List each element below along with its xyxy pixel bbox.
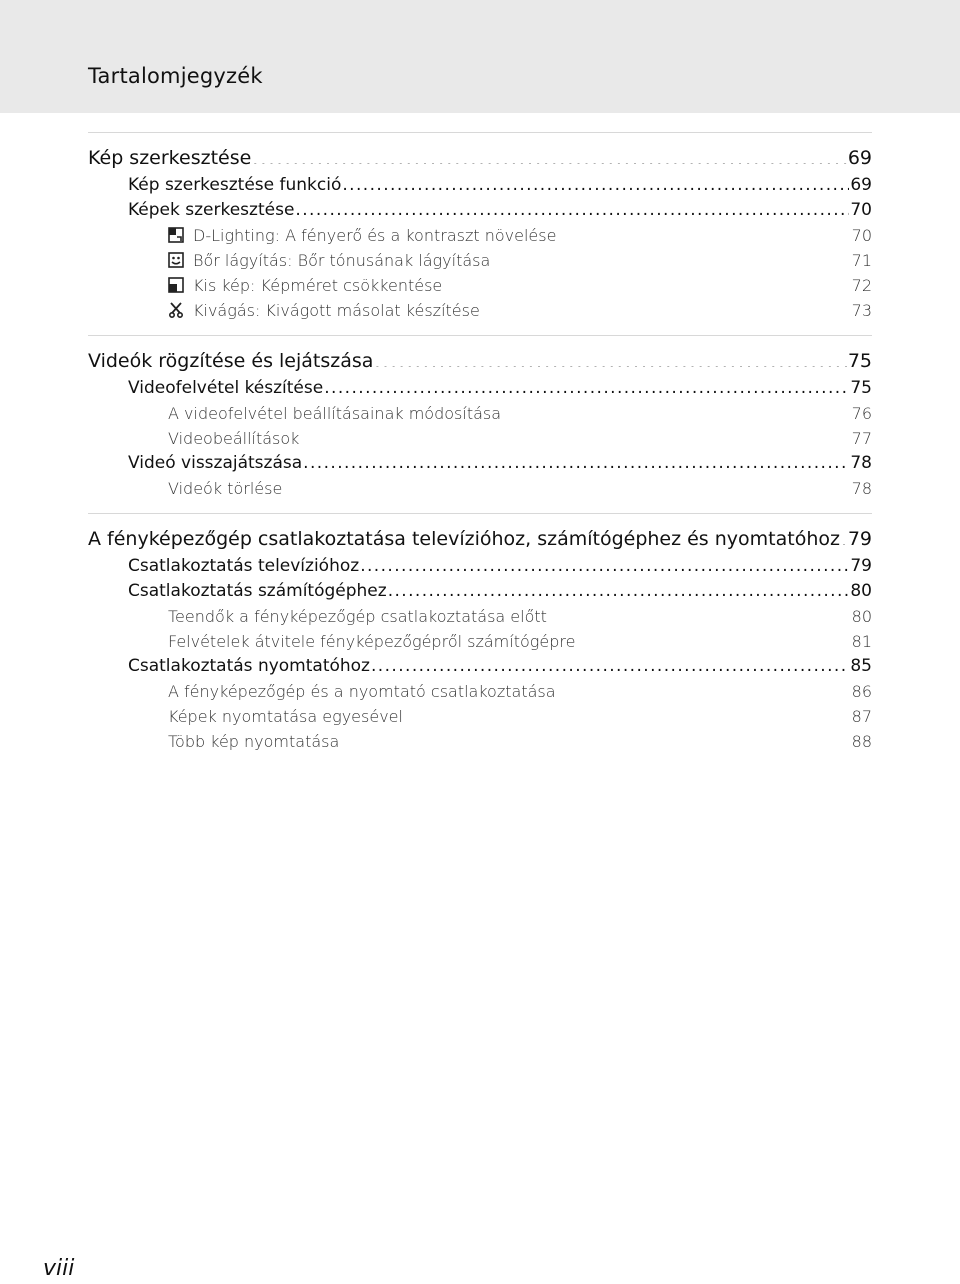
toc-entry[interactable] (88, 524, 872, 554)
toc-section (88, 335, 872, 513)
toc-entry-page: 81 (851, 632, 872, 651)
dot-leader (841, 526, 847, 545)
dot-leader (388, 579, 850, 596)
toc-entry-title (128, 173, 341, 198)
toc-entry-text: Teendők a fényképezőgép csatlakoztatása előtt (168, 607, 547, 626)
toc-entry-title (88, 524, 840, 554)
toc-entry-page: 70 (850, 200, 872, 220)
toc-entry-page: 85 (850, 656, 872, 676)
crop-scissors-icon (168, 302, 184, 318)
toc-entry[interactable] (88, 604, 872, 629)
dot-leader (324, 376, 849, 393)
toc-entry-title (168, 729, 339, 754)
dot-leader (371, 654, 849, 671)
toc-entry-page: 87 (851, 707, 872, 726)
toc-entry-page: 75 (847, 350, 872, 372)
toc-entry[interactable] (88, 173, 872, 198)
page-number: viii (43, 1256, 75, 1281)
toc-entry-title (168, 476, 282, 501)
toc-entry-page: 76 (851, 404, 872, 423)
toc-section (88, 132, 872, 335)
toc-entry-page: 79 (847, 528, 872, 550)
toc-entry-text: Csatlakoztatás televízióhoz (128, 556, 360, 576)
dot-leader (481, 300, 851, 316)
toc-entry-title (168, 401, 501, 426)
toc-entry-text: A fényképezőgép és a nyomtató csatlakoztatása (168, 682, 556, 701)
toc-entry-title (128, 579, 387, 604)
toc-entry-text: Bőr lágyítás: Bőr tónusának lágyítása (193, 251, 491, 270)
toc-entry-text: Csatlakoztatás nyomtatóhoz (128, 656, 370, 676)
toc-entry[interactable] (88, 346, 872, 376)
toc-entry-title (128, 554, 359, 579)
dot-leader (557, 225, 850, 241)
toc-entry-title (128, 654, 370, 679)
toc-entry-page: 69 (847, 147, 872, 169)
toc-entry-page: 80 (850, 581, 872, 601)
dot-leader (303, 451, 849, 468)
toc-entry-text: Több kép nyomtatása (168, 732, 340, 751)
toc-entry[interactable] (88, 654, 872, 679)
dot-leader (548, 606, 851, 622)
toc-entry[interactable] (88, 679, 872, 704)
toc-entry[interactable] (88, 273, 872, 298)
toc-entry[interactable] (88, 451, 872, 476)
toc-entry[interactable] (88, 223, 872, 248)
dot-leader (342, 173, 849, 190)
toc-entry-title (88, 143, 251, 173)
toc-entry[interactable] (88, 629, 872, 654)
dot-leader (576, 631, 850, 647)
dot-leader (300, 428, 850, 444)
toc-entry-page: 77 (851, 429, 872, 448)
toc-entry[interactable] (88, 579, 872, 604)
toc-entry-text: Csatlakoztatás számítógéphez (128, 581, 387, 601)
toc-entry-text: Kis kép: Képméret csökkentése (193, 276, 443, 295)
toc-entry[interactable] (88, 401, 872, 426)
toc-entry-page: 73 (851, 301, 872, 320)
toc-entry-page: 78 (851, 479, 872, 498)
toc-entry-title (168, 248, 490, 273)
dot-leader (252, 145, 847, 164)
table-of-contents (88, 132, 872, 766)
toc-entry-text: Videók törlése (168, 479, 283, 498)
toc-entry-title (168, 604, 547, 629)
toc-section (88, 513, 872, 766)
dot-leader (283, 478, 850, 494)
dot-leader (295, 198, 849, 215)
toc-entry-page: 71 (851, 251, 872, 270)
toc-entry[interactable] (88, 298, 872, 323)
dot-leader (443, 275, 850, 291)
toc-entry-page: 79 (850, 556, 872, 576)
toc-entry-text: A fényképezőgép csatlakoztatása televízióhoz, számítógéphez és nyomtatóhoz (88, 528, 840, 550)
toc-entry-title (168, 223, 556, 248)
toc-entry-title (128, 451, 302, 476)
toc-entry-text: Képek szerkesztése (128, 200, 295, 220)
toc-entry-title (168, 273, 442, 298)
toc-entry-title (168, 679, 556, 704)
dot-leader (491, 250, 850, 266)
toc-entry[interactable] (88, 704, 872, 729)
toc-entry[interactable] (88, 476, 872, 501)
toc-entry-page: 75 (850, 378, 872, 398)
toc-entry-text: Videofelvétel készítése (128, 378, 324, 398)
dot-leader (404, 706, 851, 722)
header-band (0, 0, 960, 113)
toc-entry-page: 69 (850, 175, 872, 195)
dot-leader (340, 731, 850, 747)
dot-leader (374, 348, 846, 367)
toc-entry-title (128, 198, 294, 223)
toc-entry-page: 88 (851, 732, 872, 751)
toc-entry-page: 78 (850, 453, 872, 473)
toc-entry-text: A videofelvétel beállításainak módosítása (168, 404, 502, 423)
toc-entry-title (128, 376, 323, 401)
toc-entry-title (88, 346, 373, 376)
toc-entry-title (168, 426, 299, 451)
toc-entry-text: Kép szerkesztése (88, 147, 252, 169)
dot-leader (557, 681, 851, 697)
toc-entry-text: Videó visszajátszása (128, 453, 303, 473)
toc-entry[interactable] (88, 729, 872, 754)
toc-entry[interactable] (88, 143, 872, 173)
toc-entry-page: 86 (851, 682, 872, 701)
toc-entry-page: 70 (851, 226, 872, 245)
toc-entry[interactable] (88, 248, 872, 273)
toc-entry-text: Videók rögzítése és lejátszása (88, 350, 374, 372)
d-lighting-icon (168, 227, 184, 243)
toc-entry-text: Képek nyomtatása egyesével (168, 707, 403, 726)
toc-entry[interactable] (88, 426, 872, 451)
toc-entry-title (168, 704, 403, 729)
toc-entry[interactable] (88, 198, 872, 223)
skin-softening-icon (168, 252, 184, 268)
toc-entry-title (168, 298, 480, 323)
toc-entry[interactable] (88, 376, 872, 401)
toc-entry-title (168, 629, 575, 654)
toc-entry-text: D-Lighting: A fényerő és a kontraszt növelése (193, 226, 557, 245)
toc-entry-text: Kép szerkesztése funkció (128, 175, 342, 195)
toc-entry-text: Felvételek átvitele fényképezőgépről számítógépre (168, 632, 576, 651)
dot-leader (502, 403, 851, 419)
toc-entry-text: Kivágás: Kivágott másolat készítése (193, 301, 480, 320)
toc-entry-page: 72 (851, 276, 872, 295)
page-title: Tartalomjegyzék (88, 64, 263, 88)
toc-entry-text: Videobeállítások (168, 429, 300, 448)
dot-leader (360, 554, 849, 571)
toc-entry[interactable] (88, 554, 872, 579)
small-picture-icon (168, 277, 184, 293)
toc-entry-page: 80 (851, 607, 872, 626)
